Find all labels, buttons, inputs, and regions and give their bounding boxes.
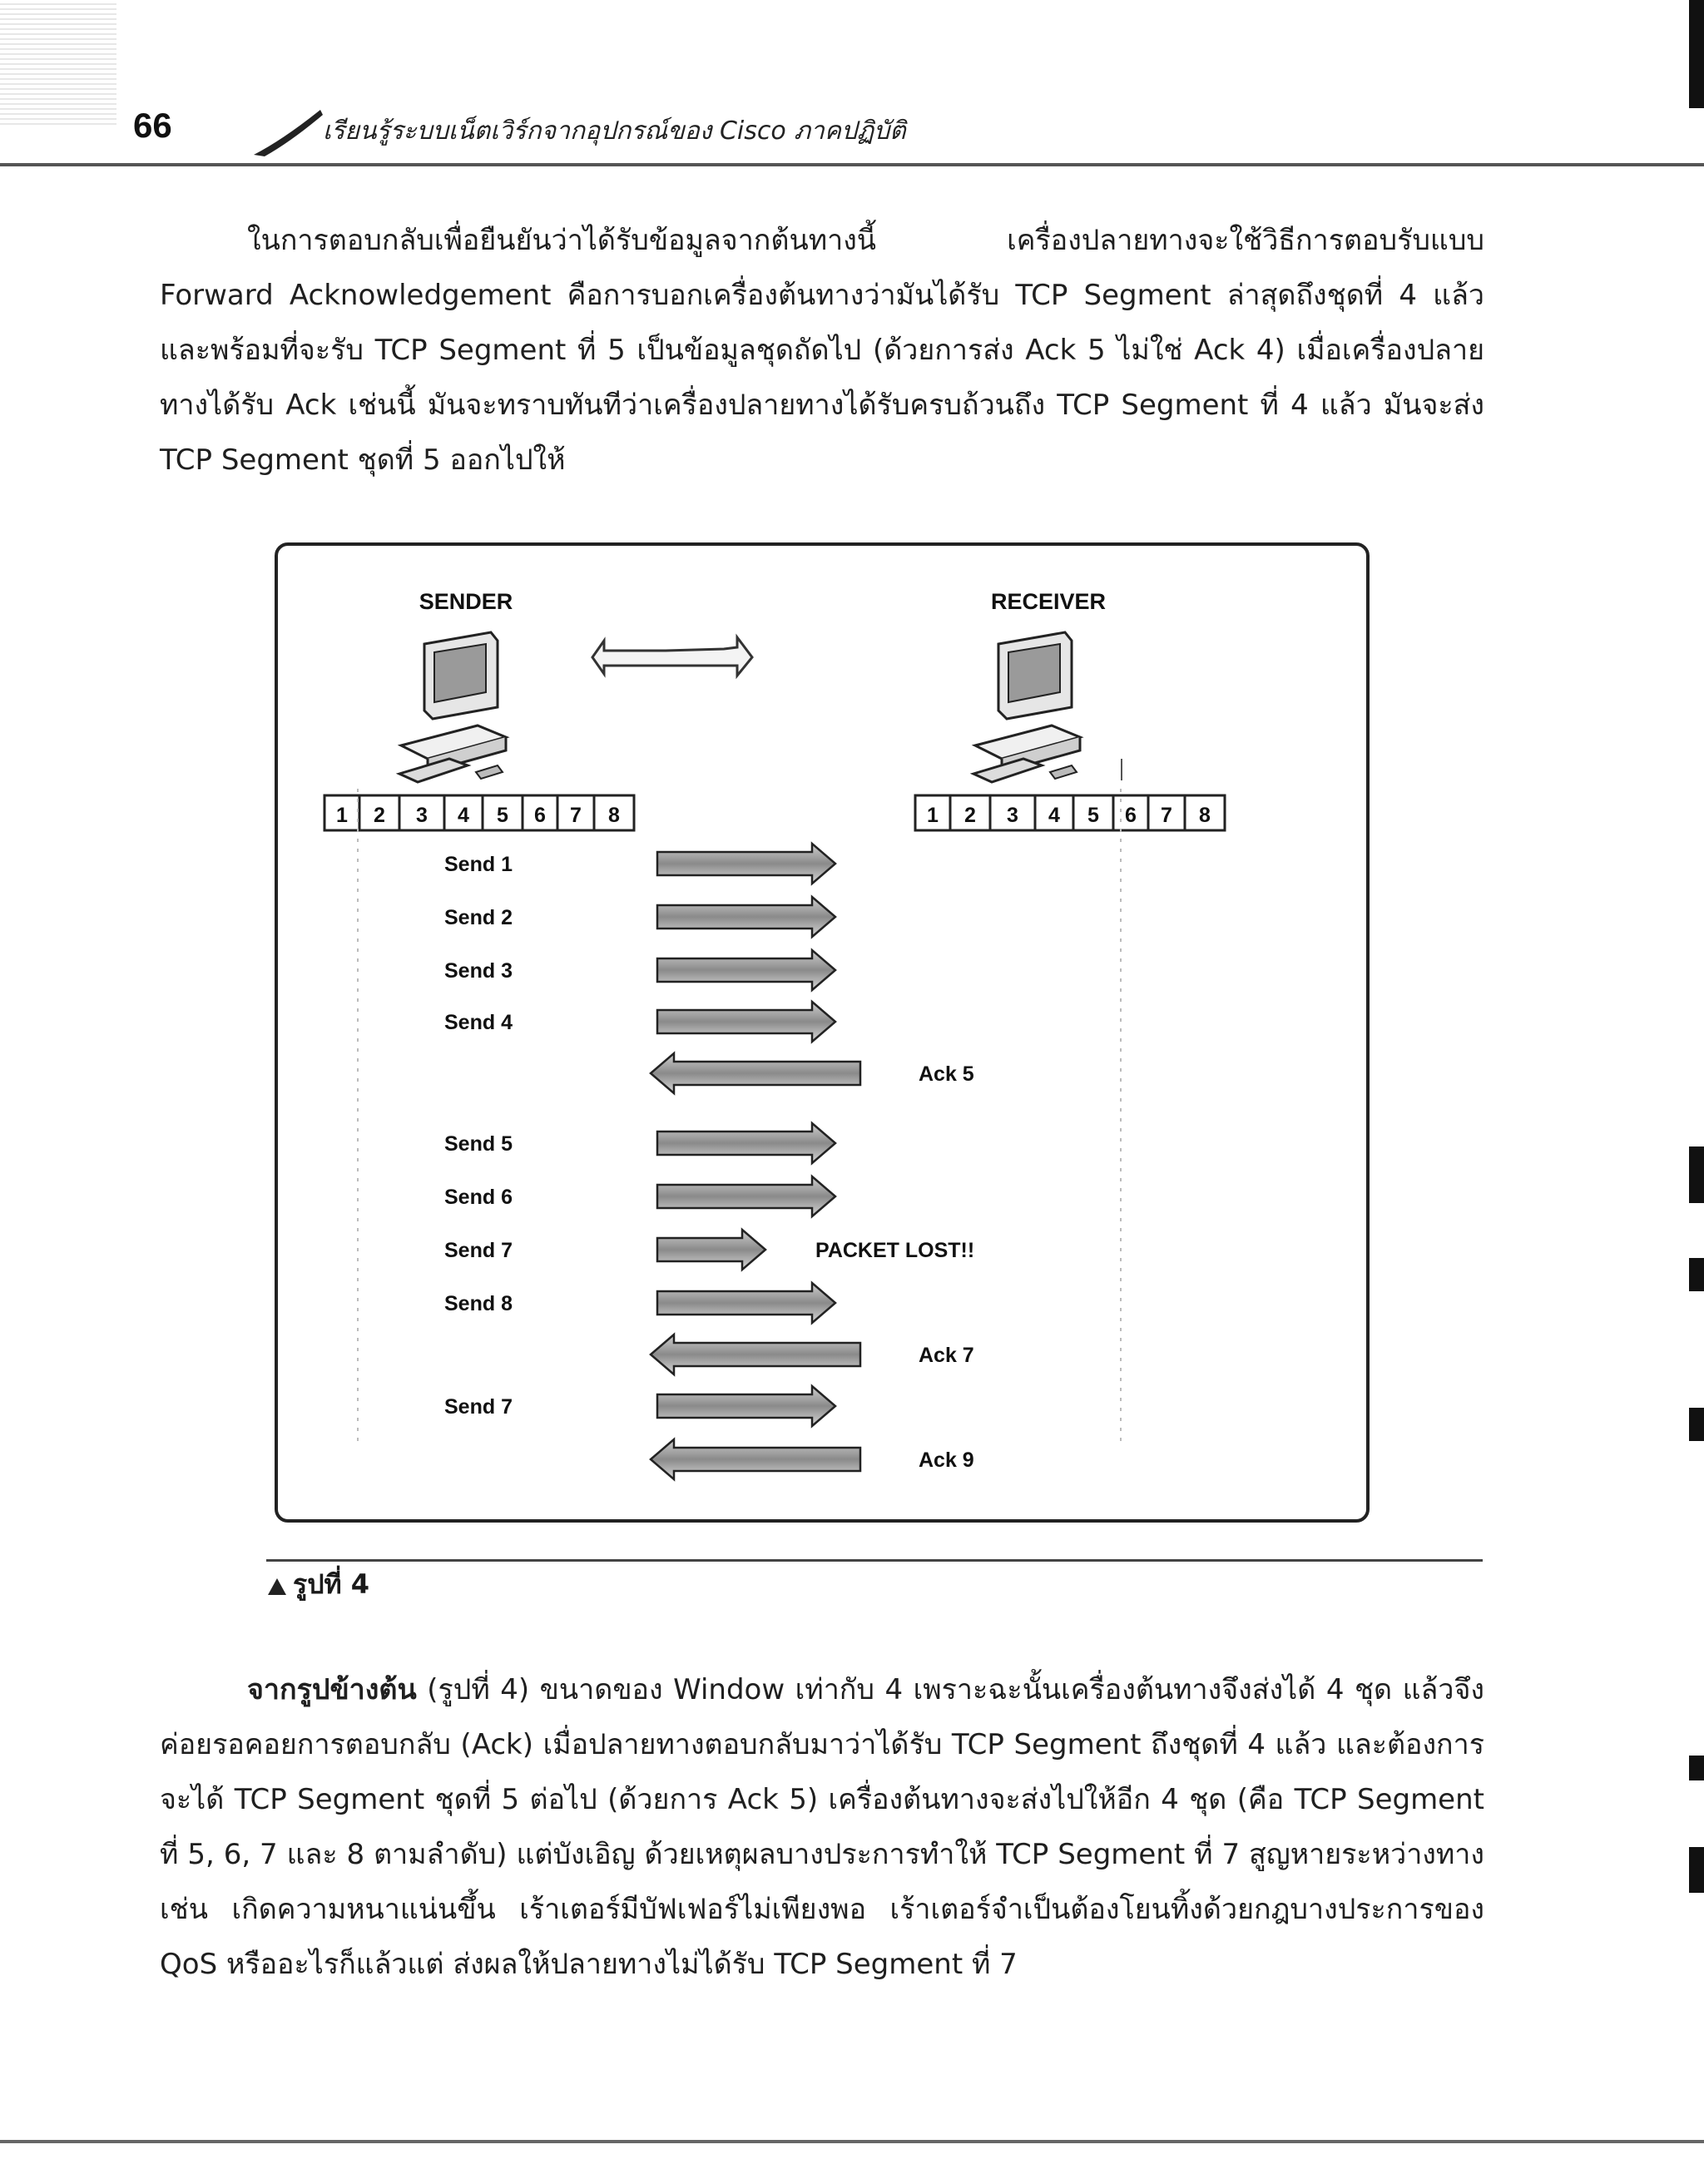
receiver-computer-icon — [973, 632, 1080, 782]
segment-number: 5 — [1087, 804, 1099, 827]
header-rule — [0, 163, 1704, 166]
header-swoosh-ornament — [250, 106, 324, 156]
send-label: Send 1 — [444, 853, 513, 876]
send-arrow — [657, 844, 835, 884]
segment-number: 4 — [458, 804, 469, 827]
segment-number: 7 — [1161, 804, 1172, 827]
edge-mark — [1689, 0, 1704, 108]
figure-caption — [268, 1567, 369, 1601]
receiver-label: RECEIVER — [990, 589, 1107, 614]
scan-edge-texture — [0, 0, 116, 125]
segment-number: 3 — [1007, 804, 1018, 827]
ack-label: Ack 5 — [919, 1062, 974, 1086]
connection-double-arrow — [592, 637, 752, 676]
ack-label: Ack 7 — [919, 1344, 974, 1367]
edge-mark — [1689, 1847, 1704, 1893]
edge-mark — [1689, 1756, 1704, 1780]
paragraph-2-text: (รูปที่ 4) ขนาดของ Window เท่ากับ 4 เพราะฉะนั้นเครื่องต้นทางจึงส่งได้ 4 ชุด แล้วจึงค่อยรอคอยการตอบกลับ (Ack) เมื่อปลายทางตอบกลับมาว่าได้รับ TCP Segment ถึงชุดที่ 4 แล้ว และต้องการจะได้ TCP Segment ชุดที่ 5 ต่อไป (ด้วยการ Ack 5) เครื่องต้นทางจะส่งไปให้อีก 4 ชุด (คือ TCP Segment ที่ 5, 6, 7 และ 8 ตามลำดับ) แต่บังเอิญ ด้วยเหตุผลบางประการทำให้ TCP Segment ที่ 7 สูญหายระหว่างทาง เช่น เกิดความหนาแน่นขึ้น เร้าเตอร์มีบัฟเฟอร์ไม่เพียงพอ เร้าเตอร์จำเป็นต้องโยนทิ้งด้วยกฎบางประการของ QoS หรืออะไรก็แล้วแต่ ส่งผลให้ปลายทางไม่ได้รับ TCP Segment ที่ 7 — [160, 1673, 1484, 1981]
send-label: Send 4 — [444, 1011, 513, 1034]
ack-label: Ack 9 — [919, 1449, 974, 1472]
lost-segment-arrow — [657, 1230, 765, 1270]
send-arrow — [657, 897, 835, 937]
message-rows — [444, 844, 974, 1479]
body-paragraph-1: ในการตอบกลับเพื่อยืนยันว่าได้รับข้อมูลจากต้นทางนี้ เครื่องปลายทางจะใช้วิธีการตอบรับแบบ Forward Acknowledgement คือการบอกเครื่องต้นทางว่ามันได้รับ TCP Segment ล่าสุดถึงชุดที่ 4 แล้ว และพร้อมที่จะรับ TCP Segment ที่ 5 เป็นข้อมูลชุดถัดไป (ด้วยการส่ง Ack 5 ไม่ใช่ Ack 4) เมื่อเครื่องปลายทางได้รับ Ack เช่นนี้ มันจะทราบทันทีว่าเครื่องปลายทางได้รับครบถ้วนถึง TCP Segment ที่ 4 แล้ว มันจะส่ง TCP Segment ชุดที่ 5 ออกไปให้ — [160, 224, 1484, 477]
send-label: Send 8 — [444, 1292, 513, 1315]
send-label: Send 5 — [444, 1132, 513, 1156]
segment-number: 1 — [927, 804, 939, 827]
sender-segment-strip — [324, 795, 634, 830]
receiver-segment-strip — [915, 795, 1225, 830]
segment-number: 2 — [374, 804, 385, 827]
send-arrow — [657, 1176, 835, 1216]
edge-mark — [1689, 1408, 1704, 1441]
send-arrow — [657, 1002, 835, 1042]
tcp-window-diagram — [275, 542, 1370, 1523]
edge-mark — [1689, 1258, 1704, 1291]
paragraph-2-lead: จากรูปข้างต้น — [247, 1673, 417, 1706]
page-number: 66 — [133, 106, 172, 145]
send-arrow — [657, 1283, 835, 1323]
ack-arrow — [651, 1053, 860, 1093]
sender-label: SENDER — [419, 589, 513, 614]
send-label: Send 7 — [444, 1239, 513, 1262]
edge-mark — [1689, 1146, 1704, 1203]
segment-number: 8 — [1199, 804, 1211, 827]
send-arrow — [657, 1386, 835, 1426]
send-arrow — [657, 1123, 835, 1163]
ack-arrow — [651, 1335, 860, 1374]
body-paragraph-2 — [160, 1662, 1484, 1992]
packet-lost-note: PACKET LOST!! — [815, 1239, 975, 1262]
segment-number: 7 — [570, 804, 582, 827]
running-header-title: เรียนรู้ระบบเน็ตเวิร์กจากอุปกรณ์ของ Cisco ภาคปฏิบัติ — [323, 116, 906, 146]
send-label: Send 2 — [444, 906, 513, 929]
caption-rule — [266, 1559, 1483, 1562]
send-arrow — [657, 950, 835, 990]
send-label: Send 3 — [444, 959, 513, 983]
segment-number: 1 — [336, 804, 348, 827]
ack-arrow — [651, 1439, 860, 1479]
footer-rule — [0, 2140, 1704, 2143]
segment-number: 6 — [1125, 804, 1137, 827]
triangle-icon — [268, 1578, 286, 1595]
sender-computer-icon — [399, 632, 506, 782]
segment-number: 4 — [1048, 804, 1060, 827]
segment-number: 2 — [964, 804, 976, 827]
segment-number: 5 — [497, 804, 508, 827]
segment-number: 6 — [534, 804, 546, 827]
segment-number: 8 — [608, 804, 620, 827]
send-label: Send 6 — [444, 1186, 513, 1209]
caption-text: รูปที่ 4 — [293, 1568, 369, 1600]
send-label: Send 7 — [444, 1395, 513, 1419]
segment-number: 3 — [416, 804, 428, 827]
